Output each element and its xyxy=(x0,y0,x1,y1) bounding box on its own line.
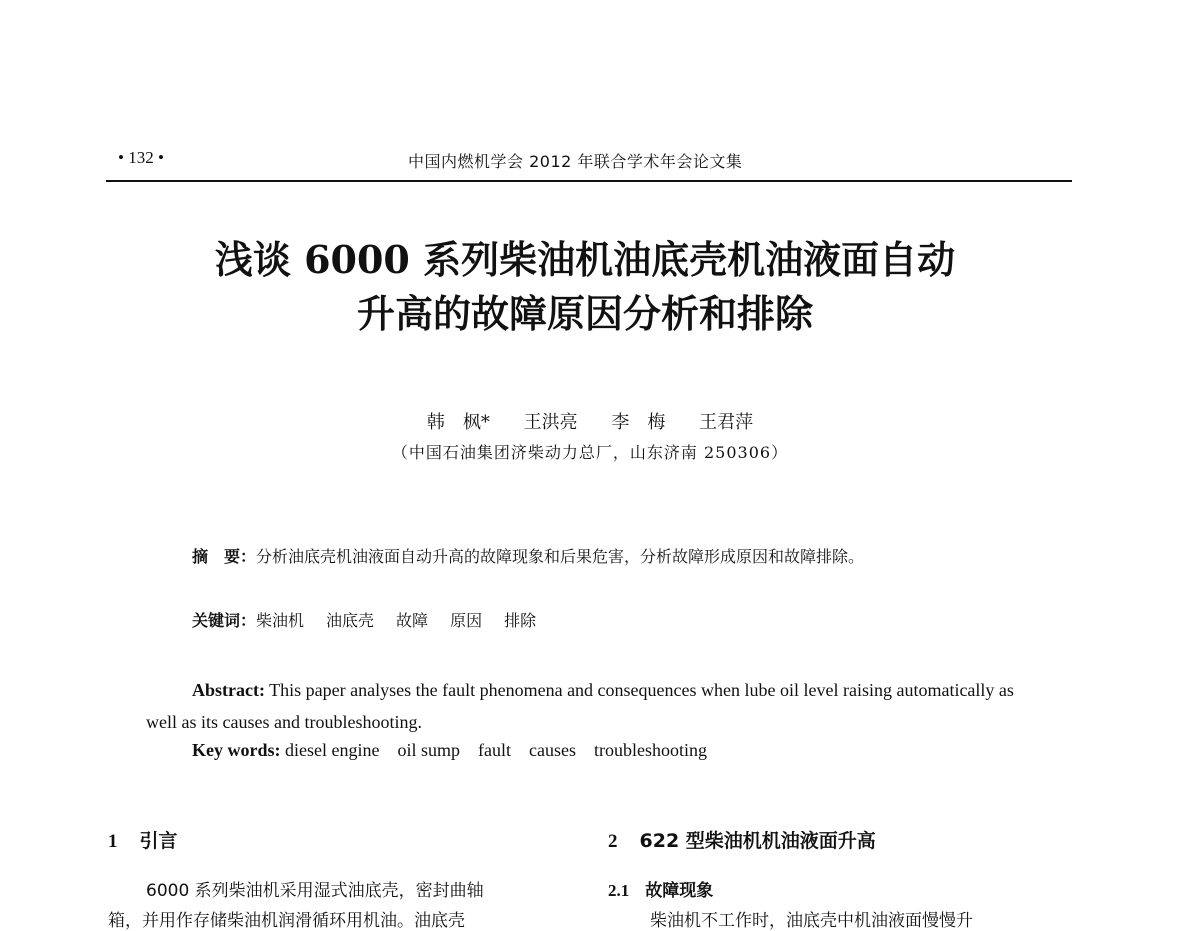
abstract-text: 分析油底壳机油液面自动升高的故障现象和后果危害，分析故障形成原因和故障排除。 xyxy=(256,547,865,566)
author-list xyxy=(0,408,1200,434)
section-1-paragraph: 6000 系列柴油机采用湿式油底壳，密封曲轴 xyxy=(146,881,484,901)
keywords-label: 关键词： xyxy=(192,611,257,630)
journal-header: 中国内燃机学会 2012 年联合学术年会论文集 xyxy=(408,152,743,171)
subsection-number: 2.1 xyxy=(608,881,630,900)
paper-title-line2: 升高的故障原因分析和排除 xyxy=(356,291,813,336)
header-rule xyxy=(106,180,1072,182)
english-keywords xyxy=(192,740,725,761)
section-1-cut-line: 箱，并用作存储柴油机润滑循环用机油。油底壳 xyxy=(108,911,465,931)
keyword-en: diesel engine xyxy=(285,740,380,760)
abstract-en-label: Abstract: xyxy=(192,680,265,700)
author: 韩 枫* xyxy=(426,412,490,433)
keyword-en: fault xyxy=(477,740,511,760)
section-title: 引言 xyxy=(139,830,178,852)
keyword: 故障 xyxy=(396,611,429,630)
page-number: • 132 • xyxy=(118,148,164,167)
section-1-heading xyxy=(108,826,178,853)
english-abstract xyxy=(146,674,1036,738)
chinese-abstract xyxy=(146,540,1046,574)
section-2-heading xyxy=(608,826,876,853)
abstract-label: 摘 要： xyxy=(192,547,257,566)
keyword: 排除 xyxy=(504,611,537,630)
keyword-en: causes xyxy=(528,740,576,760)
author: 王洪亮 xyxy=(523,412,578,433)
keyword-en: oil sump xyxy=(397,740,460,760)
paper-title-line1: 浅谈 6000 系列柴油机油底壳机油液面自动 xyxy=(214,237,956,282)
author: 李 梅 xyxy=(611,412,666,433)
abstract-en-text: This paper analyses the fault phenomena and consequences when lube oil level raising automatically as well as its causes and troubleshooting. xyxy=(146,680,1014,732)
keyword: 油底壳 xyxy=(326,611,375,630)
keywords-en-label: Key words: xyxy=(192,740,281,760)
section-number: 1 xyxy=(108,831,118,852)
subsection-title: 故障现象 xyxy=(645,881,714,901)
author: 王君萍 xyxy=(699,412,754,433)
keyword: 原因 xyxy=(450,611,483,630)
keyword-en: troubleshooting xyxy=(593,740,707,760)
section-2-cut-line: 柴油机不工作时，油底壳中机油液面慢慢升 xyxy=(650,911,973,931)
section-number: 2 xyxy=(608,831,618,852)
section-title: 622 型柴油机机油液面升高 xyxy=(639,830,876,852)
chinese-keywords xyxy=(192,608,558,631)
subsection-2-1-heading xyxy=(608,876,713,901)
affiliation: （中国石油集团济柴动力总厂，山东济南 250306） xyxy=(391,443,789,462)
keyword: 柴油机 xyxy=(256,611,305,630)
